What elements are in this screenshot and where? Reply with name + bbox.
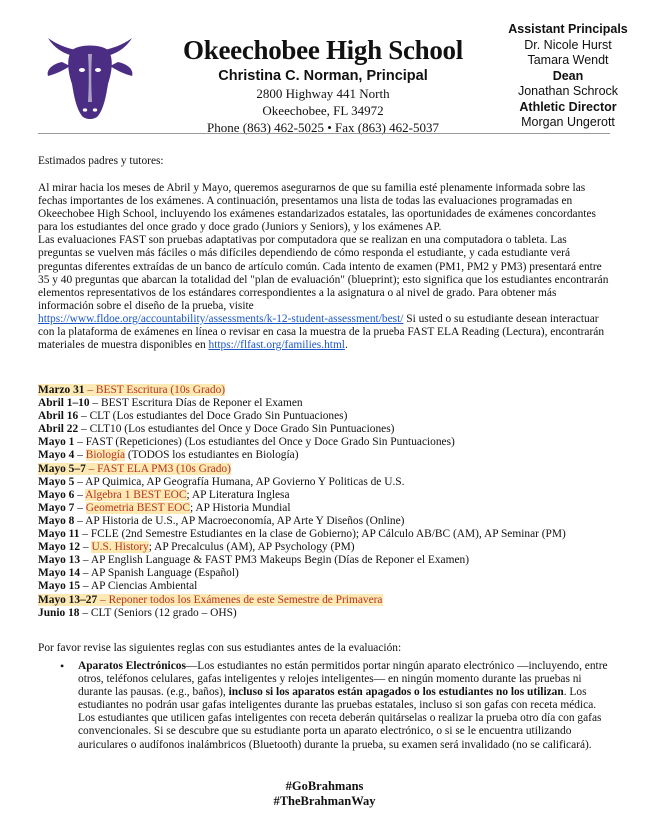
rule-emphasis: incluso si los aparatos están apagados o los estudiantes no los utilizan [228,686,564,699]
schedule-test: Biología [85,449,126,462]
schedule-test: AP Quimica, AP Geografía Humana, AP Govierno Y Politicas de U.S. [85,475,405,488]
schedule-row-content [38,397,303,409]
schedule-row-content [38,476,404,488]
dean-heading: Dean [552,68,584,83]
test-schedule [38,384,610,620]
schedule-row [38,423,610,436]
bullet: • [60,659,65,673]
schedule-test: FAST (Repeticiones) (Los estudiantes del Once y Doce Grado Sin Puntuaciones) [85,436,455,449]
schedule-row [38,594,610,607]
schedule-date: Marzo 31 [38,384,85,396]
schedule-row [38,449,610,462]
schedule-separator: – [78,410,90,423]
schedule-row-content [38,423,394,435]
schedule-row-content [38,528,566,540]
rule-title: Aparatos Electrónicos [78,660,186,672]
schedule-row-content [38,436,455,448]
schedule-row-content [38,410,347,422]
staff-name: Tamara Wendt [527,53,609,67]
schedule-row [38,384,610,397]
schedule-separator: – [74,488,86,501]
schedule-test: FAST ELA PM3 (10s Grado) [97,462,231,475]
schedule-row-content [38,449,299,461]
schedule-separator: – [74,449,86,462]
schedule-date: Abril 1–10 [38,397,90,410]
principal-name: Christina C. Norman, Principal [218,68,428,84]
schedule-row [38,489,610,502]
schedule-date: Mayo 11 [38,528,80,541]
schedule-separator: – [89,397,101,410]
schedule-row [38,410,610,423]
intro-paragraph [38,182,610,352]
schedule-test: BEST Escritura (10s Grado) [95,384,226,396]
schedule-row-content [38,607,237,619]
schedule-test: AP Ciencias Ambiental [90,580,198,593]
greeting: Estimados padres y tutores: [38,155,164,167]
schedule-extra: ; AP Historia Mundial [189,501,291,514]
schedule-date: Abril 22 [38,423,79,436]
schedule-separator: – [74,501,86,514]
logo-left-ear [48,62,70,76]
logo-right-nostril [93,108,97,111]
intro-text: Al mirar hacia los meses de Abril y Mayo, queremos asegurarnos de que su familia esté plenamente informada sobre las fechas importantes de los exámenes. A continuación, presentamos una lista de todas las evaluaciones programadas en Okeechobee High School, incluyendo los exámenes estandarizados estatales, las oportunidades de exámenes concordantes para los estudiantes del once grado y doce grado (Juniors y Seniors), y los exámenes AP. [38,182,596,234]
schedule-separator: – [74,436,86,449]
schedule-row [38,476,610,489]
schedule-separator: – [79,606,91,619]
schedule-date: Mayo 14 [38,567,81,580]
schedule-separator: – [80,580,91,593]
schedule-row [38,554,610,567]
header-divider [38,133,610,134]
staff-name: Jonathan Schrock [517,84,619,98]
logo-right-ear [110,62,132,76]
schedule-row-content [38,502,291,514]
schedule-row [38,541,610,554]
schedule-date: Mayo 1 [38,436,75,449]
schedule-separator: – [80,554,91,567]
schedule-row-content [38,594,383,606]
schedule-date: Mayo 12 [38,541,81,554]
schedule-row [38,528,610,541]
staff-name: Morgan Ungerott [521,115,615,129]
schedule-separator: – [97,593,109,606]
schedule-extra: ; AP Precalculus (AM), AP Psychology (PM) [148,541,355,554]
schedule-separator: – [74,514,86,527]
address-street: 2800 Highway 441 North [256,86,390,101]
schedule-separator: – [84,384,96,396]
schedule-row [38,502,610,515]
logo-left-eye [79,68,85,72]
sample-text: Si usted o su estudiante desean interactuar con la plataforma de exámenes en línea o revisar en casa la muestra de la prueba FAST ELA Reading (Lectura), encontrarán materiales de muestra disponibles en [38,312,605,352]
schedule-row [38,436,610,449]
phone-fax: Phone (863) 462-5025 • Fax (863) 462-5037 [206,120,440,135]
schedule-test: CLT (Seniors (12 grado – OHS) [90,606,237,619]
schedule-date: Abril 16 [38,410,79,423]
schedule-date: Mayo 5 [38,475,75,488]
rules-intro: Por favor revise las siguientes reglas con sus estudiantes antes de la evaluación: [38,642,402,654]
school-name: Okeechobee High School [183,35,463,65]
schedule-separator: – [74,475,86,488]
schedule-separator: – [80,541,92,554]
schedule-separator: – [80,567,91,580]
schedule-test: CLT10 (Los estudiantes del Once y Doce Grado Sin Puntuaciones) [89,423,395,436]
rule-text-continued: . Los estudiantes no podrán usar gafas inteligentes durante las pruebas estatales, incluso si son gafas con receta médica. Los estudiantes que utilicen gafas inteligentes con receta deberán quitárselas o realizar la prueba otro día con gafas convencionales. Si se descubre que su estudiante porta un aparato electrónico, o si se le encuentra utilizando auriculares o audífonos inalámbricos (Bluetooth) durante la prueba, su examen será invalidado (no se calificará). [78,686,602,751]
logo-left-nostril [83,108,87,111]
athletic-director-heading: Athletic Director [519,99,617,114]
schedule-date: Junio 18 [38,606,80,619]
schedule-row-content [38,554,469,566]
schedule-date: Mayo 13–27 [38,593,98,606]
schedule-row [38,397,610,410]
schedule-row-content [38,463,231,475]
schedule-date: Mayo 5–7 [38,462,86,475]
flfast-link[interactable]: https://flfast.org/families.html [208,339,345,352]
schedule-separator: – [79,528,91,541]
fast-description: Las evaluaciones FAST son pruebas adaptativas por computadora que se realizan en una computadora o tableta. Las preguntas se vuelven más fáciles o más difíciles dependiendo de cómo responda el estudiante, y cada estudiante verá preguntas diferentes extraídas de un banco de artículo común. Cada intento de examen (PM1, PM2 y PM3) presentará entre 35 y 40 preguntas que abarcan la totalidad del "plan de evaluación" (blueprint); esto significa que los estudiantes encontrarán elementos representativos de los estándares correspondientes a la asignatura o al nivel de grado. Para obtener más información sobre el diseño de la prueba, visite [38,234,609,312]
schedule-date: Mayo 15 [38,580,81,593]
period: . [344,339,348,352]
schedule-row-content [38,580,197,592]
footer-hashtags [0,779,649,809]
schedule-test: AP Historia de U.S., AP Macroeconomía, AP Arte Y Diseños (Online) [85,514,405,527]
schedule-row-content [38,489,290,501]
schedule-separator: – [78,423,90,436]
schedule-date: Mayo 8 [38,514,75,527]
schedule-test: AP Spanish Language (Español) [90,567,239,580]
fldoe-link[interactable]: https://www.fldoe.org/accountability/assessments/k-12-student-assessment/best/ [38,312,404,325]
schedule-test: BEST Escritura Días de Reponer el Examen [100,397,303,410]
schedule-separator: – [85,462,98,475]
schedule-extra: (TODOS los estudiantes en Biología) [125,449,299,462]
schedule-test: CLT (Los estudiantes del Doce Grado Sin Puntuaciones) [89,410,348,423]
schedule-row [38,567,610,580]
schedule-test: AP English Language & FAST PM3 Makeups Begin (Días de Reponer el Examen) [90,554,469,567]
logo-right-eye [95,68,101,72]
schedule-row [38,463,610,476]
schedule-test: FCLE (2nd Semestre Estudiantes en la clase de Gobierno); AP Cálculo AB/BC (AM), AP Seminar (PM) [90,528,566,541]
address-city: Okeechobee, FL 34972 [262,103,384,118]
schedule-test: Geometria BEST EOC [85,501,190,514]
schedule-row-content [38,384,225,396]
schedule-test: Reponer todos los Exámenes de este Semestre de Primavera [108,593,383,606]
schedule-test: Algebra 1 BEST EOC [85,488,187,501]
schedule-date: Mayo 6 [38,488,75,501]
schedule-row [38,580,610,593]
staff-name: Dr. Nicole Hurst [524,37,612,52]
brahman-bull-logo [44,28,136,124]
rule-text: —Los estudiantes no están permitidos portar ningún aparato electrónico —incluyendo, entre otros, teléfonos celulares, gafas inteligentes y relojes inteligentes— en ningún momento durante las pruebas ni durante las pausas. (e.g., baños), [78,660,608,699]
assistant-principals-heading: Assistant Principals [508,22,628,36]
schedule-extra: ; AP Literatura Inglesa [186,488,290,501]
schedule-date: Mayo 4 [38,449,75,462]
hashtag: #GoBrahmans [285,779,364,793]
schedule-row-content [38,567,239,579]
staff-list [498,22,638,131]
hashtag: #TheBrahmanWay [273,794,376,808]
schedule-row [38,515,610,528]
schedule-date: Mayo 13 [38,554,81,567]
schedule-row-content [38,515,404,527]
schedule-date: Mayo 7 [38,501,75,514]
schedule-row-content [38,541,355,553]
school-header [168,34,478,136]
schedule-test: U.S. History [91,541,149,554]
electronic-devices-rule [78,660,612,752]
schedule-row [38,607,610,620]
